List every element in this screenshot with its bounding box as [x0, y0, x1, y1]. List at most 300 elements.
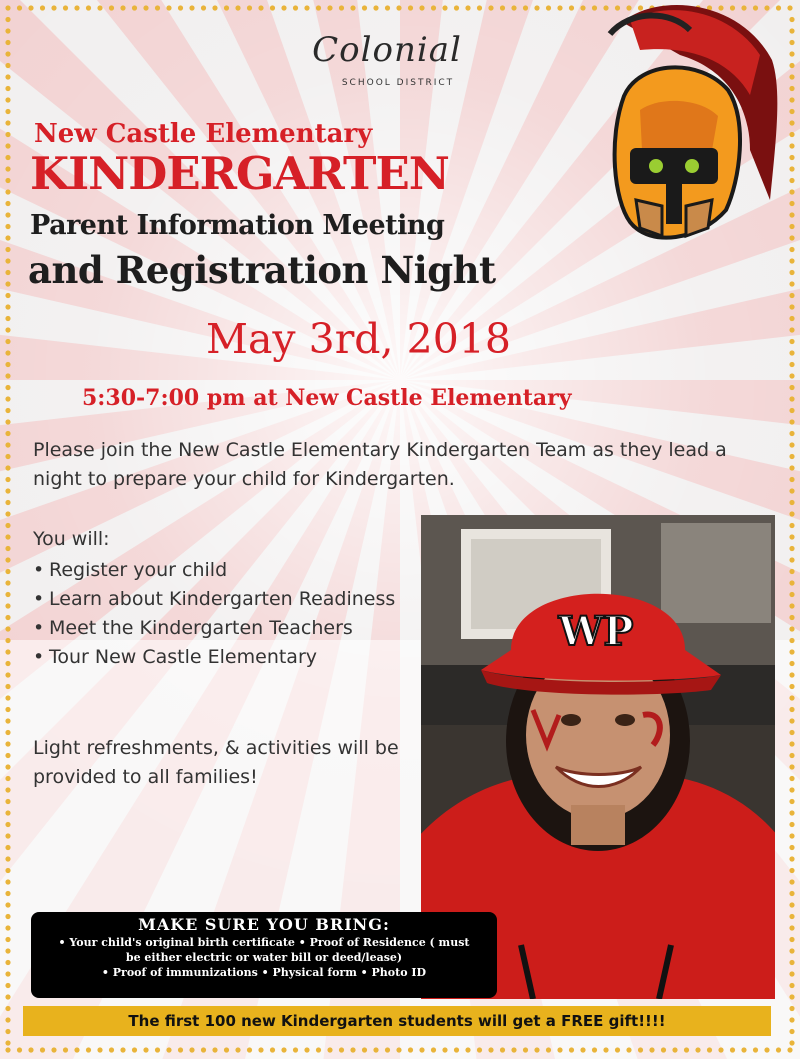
- border-dot: [5, 856, 10, 861]
- border-dot: [789, 396, 794, 401]
- border-dot: [789, 902, 794, 907]
- border-dot: [5, 937, 10, 942]
- border-dot: [789, 385, 794, 390]
- you-will-label: You will:: [33, 528, 110, 550]
- border-dot: [120, 1047, 125, 1052]
- border-dot: [350, 5, 355, 10]
- border-dot: [684, 1047, 689, 1052]
- border-dot: [5, 316, 10, 321]
- border-dot: [442, 1047, 447, 1052]
- border-dot: [5, 17, 10, 22]
- gift-banner: The first 100 new Kindergarten students will get a FREE gift!!!!: [23, 1006, 771, 1036]
- border-dot: [789, 63, 794, 68]
- border-dot: [258, 1047, 263, 1052]
- border-dot: [789, 592, 794, 597]
- border-dot: [789, 155, 794, 160]
- border-dot: [5, 385, 10, 390]
- border-dot: [789, 465, 794, 470]
- border-dot: [488, 1047, 493, 1052]
- border-dot: [5, 362, 10, 367]
- border-dot: [789, 661, 794, 666]
- border-dot: [5, 419, 10, 424]
- border-dot: [350, 1047, 355, 1052]
- border-dot: [789, 477, 794, 482]
- border-dot: [5, 339, 10, 344]
- border-dot: [74, 1047, 79, 1052]
- border-dot: [465, 1047, 470, 1052]
- border-dot: [789, 235, 794, 240]
- program-title: KINDERGARTEN: [30, 147, 449, 200]
- border-dot: [247, 5, 252, 10]
- border-dot: [789, 615, 794, 620]
- border-dot: [741, 1047, 746, 1052]
- district-logo-subtitle: SCHOOL DISTRICT: [341, 78, 455, 88]
- border-dot: [789, 40, 794, 45]
- border-dot: [789, 488, 794, 493]
- border-dot: [339, 1047, 344, 1052]
- border-dot: [5, 845, 10, 850]
- border-dot: [5, 235, 10, 240]
- border-dot: [789, 523, 794, 528]
- border-dot: [789, 695, 794, 700]
- border-dot: [51, 1047, 56, 1052]
- border-dot: [789, 707, 794, 712]
- border-dot: [5, 1006, 10, 1011]
- border-dot: [86, 5, 91, 10]
- border-dot: [523, 1047, 528, 1052]
- border-dot: [789, 166, 794, 171]
- border-dot: [166, 5, 171, 10]
- border-dot: [5, 1047, 10, 1052]
- border-dot: [5, 776, 10, 781]
- border-dot: [5, 511, 10, 516]
- border-dot: [5, 661, 10, 666]
- border-dot: [546, 5, 551, 10]
- border-dot: [419, 5, 424, 10]
- border-dot: [789, 649, 794, 654]
- border-dot: [511, 5, 516, 10]
- border-dot: [189, 1047, 194, 1052]
- border-dot: [212, 1047, 217, 1052]
- border-dot: [109, 5, 114, 10]
- border-dot: [5, 442, 10, 447]
- border-dot: [789, 845, 794, 850]
- border-dot: [534, 1047, 539, 1052]
- border-dot: [5, 672, 10, 677]
- border-dot: [789, 1029, 794, 1034]
- border-dot: [789, 212, 794, 217]
- border-dot: [776, 1047, 781, 1052]
- border-dot: [5, 51, 10, 56]
- border-dot: [5, 120, 10, 125]
- border-dot: [212, 5, 217, 10]
- border-dot: [178, 1047, 183, 1052]
- border-dot: [789, 741, 794, 746]
- border-dot: [454, 1047, 459, 1052]
- border-dot: [580, 1047, 585, 1052]
- border-dot: [789, 178, 794, 183]
- spartan-helmet-icon: [600, 0, 782, 262]
- border-dot: [789, 971, 794, 976]
- border-dot: [5, 166, 10, 171]
- border-dot: [500, 5, 505, 10]
- border-dot: [789, 557, 794, 562]
- border-dot: [5, 5, 10, 10]
- border-dot: [789, 362, 794, 367]
- border-dot: [789, 1040, 794, 1045]
- intro-paragraph: Please join the New Castle Elementary Kindergarten Team as they lead a night to prepare your child for Kindergarten.: [33, 439, 727, 490]
- border-dot: [789, 833, 794, 838]
- border-dot: [789, 764, 794, 769]
- border-dot: [789, 17, 794, 22]
- border-dot: [5, 28, 10, 33]
- border-dot: [5, 626, 10, 631]
- border-dot: [789, 316, 794, 321]
- border-dot: [5, 695, 10, 700]
- border-dot: [235, 1047, 240, 1052]
- border-dot: [764, 1047, 769, 1052]
- border-dot: [5, 408, 10, 413]
- border-dot: [5, 201, 10, 206]
- event-time-place: 5:30-7:00 pm at New Castle Elementary: [82, 385, 572, 411]
- border-dot: [789, 983, 794, 988]
- border-dot: [5, 304, 10, 309]
- border-dot: [143, 1047, 148, 1052]
- border-dot: [5, 822, 10, 827]
- border-dot: [5, 86, 10, 91]
- border-dot: [109, 1047, 114, 1052]
- border-dot: [787, 1047, 792, 1052]
- border-dot: [270, 5, 275, 10]
- border-dot: [789, 914, 794, 919]
- border-dot: [5, 212, 10, 217]
- border-dot: [789, 868, 794, 873]
- border-dot: [465, 5, 470, 10]
- border-dot: [789, 189, 794, 194]
- border-dot: [789, 442, 794, 447]
- list-item: • Register your child: [33, 556, 428, 585]
- border-dot: [5, 580, 10, 585]
- border-dot: [178, 5, 183, 10]
- border-dot: [477, 1047, 482, 1052]
- border-dot: [408, 1047, 413, 1052]
- border-dot: [523, 5, 528, 10]
- border-dot: [5, 1040, 10, 1045]
- border-dot: [293, 5, 298, 10]
- border-dot: [789, 603, 794, 608]
- school-name: New Castle Elementary: [34, 119, 373, 149]
- border-dot: [707, 1047, 712, 1052]
- border-dot: [5, 74, 10, 79]
- border-dot: [789, 327, 794, 332]
- border-dot: [454, 5, 459, 10]
- border-dot: [672, 1047, 677, 1052]
- border-dot: [789, 546, 794, 551]
- border-dot: [5, 178, 10, 183]
- border-dot: [224, 1047, 229, 1052]
- border-dot: [442, 5, 447, 10]
- border-dot: [789, 350, 794, 355]
- border-dot: [5, 753, 10, 758]
- border-dot: [789, 270, 794, 275]
- border-dot: [787, 5, 792, 10]
- border-dot: [201, 5, 206, 10]
- border-dot: [63, 1047, 68, 1052]
- border-dot: [789, 304, 794, 309]
- border-dot: [189, 5, 194, 10]
- border-dot: [5, 914, 10, 919]
- border-dot: [5, 293, 10, 298]
- district-logo-wordmark: Colonial: [312, 30, 462, 70]
- border-dot: [5, 97, 10, 102]
- border-dot: [155, 5, 160, 10]
- border-dot: [789, 120, 794, 125]
- border-dot: [789, 799, 794, 804]
- border-dot: [789, 638, 794, 643]
- border-dot: [789, 201, 794, 206]
- border-dot: [5, 787, 10, 792]
- border-dot: [17, 5, 22, 10]
- border-dot: [155, 1047, 160, 1052]
- border-dot: [789, 1017, 794, 1022]
- border-dot: [789, 109, 794, 114]
- border-dot: [5, 132, 10, 137]
- border-dot: [281, 1047, 286, 1052]
- border-dot: [557, 5, 562, 10]
- border-dot: [5, 281, 10, 286]
- border-dot: [201, 1047, 206, 1052]
- border-dot: [5, 1017, 10, 1022]
- checklist-box: [31, 912, 497, 998]
- list-item: • Tour New Castle Elementary: [33, 643, 428, 672]
- border-dot: [789, 86, 794, 91]
- border-dot: [293, 1047, 298, 1052]
- border-dot: [789, 672, 794, 677]
- event-date: May 3rd, 2018: [206, 315, 511, 363]
- border-dot: [789, 937, 794, 942]
- border-dot: [5, 707, 10, 712]
- border-dot: [789, 293, 794, 298]
- border-dot: [615, 1047, 620, 1052]
- border-dot: [789, 51, 794, 56]
- border-dot: [385, 5, 390, 10]
- border-dot: [477, 5, 482, 10]
- event-title-line2: and Registration Night: [28, 248, 496, 292]
- border-dot: [247, 1047, 252, 1052]
- border-dot: [5, 684, 10, 689]
- border-dot: [120, 5, 125, 10]
- border-dot: [51, 5, 56, 10]
- border-dot: [5, 983, 10, 988]
- border-dot: [789, 28, 794, 33]
- border-dot: [431, 1047, 436, 1052]
- border-dot: [789, 822, 794, 827]
- border-dot: [5, 764, 10, 769]
- border-dot: [258, 5, 263, 10]
- border-dot: [5, 971, 10, 976]
- border-dot: [789, 787, 794, 792]
- border-dot: [603, 1047, 608, 1052]
- border-dot: [789, 224, 794, 229]
- border-dot: [546, 1047, 551, 1052]
- border-dot: [74, 5, 79, 10]
- border-dot: [592, 1047, 597, 1052]
- border-dot: [730, 1047, 735, 1052]
- border-dot: [327, 1047, 332, 1052]
- border-dot: [339, 5, 344, 10]
- border-dot: [304, 5, 309, 10]
- border-dot: [789, 730, 794, 735]
- border-dot: [789, 856, 794, 861]
- border-dot: [718, 1047, 723, 1052]
- border-dot: [362, 5, 367, 10]
- border-dot: [17, 1047, 22, 1052]
- border-dot: [316, 1047, 321, 1052]
- border-dot: [5, 557, 10, 562]
- border-dot: [97, 5, 102, 10]
- border-dot: [419, 1047, 424, 1052]
- checklist-line: • Your child's original birth certificate • Proof of Residence ( must: [58, 936, 470, 949]
- border-dot: [327, 5, 332, 10]
- border-dot: [789, 879, 794, 884]
- border-dot: [28, 1047, 33, 1052]
- cap-logo-text: WP: [558, 608, 634, 655]
- border-dot: [661, 1047, 666, 1052]
- checklist-line: • Proof of immunizations • Physical form • Photo ID: [101, 966, 427, 979]
- border-dot: [5, 63, 10, 68]
- border-dot: [638, 1047, 643, 1052]
- border-dot: [500, 1047, 505, 1052]
- border-dot: [5, 833, 10, 838]
- border-dot: [5, 258, 10, 263]
- border-dot: [789, 500, 794, 505]
- border-dot: [5, 960, 10, 965]
- border-dot: [789, 994, 794, 999]
- border-dot: [5, 109, 10, 114]
- border-dot: [132, 1047, 137, 1052]
- border-dot: [5, 534, 10, 539]
- border-dot: [511, 1047, 516, 1052]
- border-dot: [789, 534, 794, 539]
- border-dot: [592, 5, 597, 10]
- border-dot: [362, 1047, 367, 1052]
- border-dot: [143, 5, 148, 10]
- border-dot: [789, 511, 794, 516]
- refreshments-note: Light refreshments, & activities will be provided to all families!: [33, 737, 399, 788]
- border-dot: [5, 649, 10, 654]
- checklist-items: [31, 934, 497, 980]
- border-dot: [5, 799, 10, 804]
- border-dot: [28, 5, 33, 10]
- border-dot: [40, 1047, 45, 1052]
- border-dot: [5, 546, 10, 551]
- border-dot: [569, 5, 574, 10]
- checklist-line: be either electric or water bill or deed/lease): [125, 951, 403, 964]
- border-dot: [789, 74, 794, 79]
- border-dot: [789, 718, 794, 723]
- border-dot: [5, 925, 10, 930]
- border-dot: [5, 350, 10, 355]
- border-dot: [753, 1047, 758, 1052]
- border-dot: [5, 327, 10, 332]
- border-dot: [166, 1047, 171, 1052]
- border-dot: [789, 569, 794, 574]
- border-dot: [5, 718, 10, 723]
- border-dot: [789, 626, 794, 631]
- border-dot: [789, 948, 794, 953]
- border-dot: [5, 638, 10, 643]
- border-dot: [695, 1047, 700, 1052]
- border-dot: [789, 339, 794, 344]
- border-dot: [5, 247, 10, 252]
- border-dot: [5, 396, 10, 401]
- border-dot: [40, 5, 45, 10]
- border-dot: [5, 868, 10, 873]
- border-dot: [270, 1047, 275, 1052]
- border-dot: [373, 1047, 378, 1052]
- border-dot: [5, 994, 10, 999]
- border-dot: [789, 247, 794, 252]
- border-dot: [789, 684, 794, 689]
- border-dot: [396, 1047, 401, 1052]
- border-dot: [789, 132, 794, 137]
- border-dot: [5, 454, 10, 459]
- border-dot: [5, 902, 10, 907]
- border-dot: [789, 776, 794, 781]
- border-dot: [5, 730, 10, 735]
- list-item: • Learn about Kindergarten Readiness: [33, 585, 428, 614]
- border-dot: [5, 465, 10, 470]
- border-dot: [5, 592, 10, 597]
- border-dot: [789, 891, 794, 896]
- border-dot: [385, 1047, 390, 1052]
- border-dot: [63, 5, 68, 10]
- border-dot: [5, 189, 10, 194]
- border-dot: [5, 40, 10, 45]
- border-dot: [5, 488, 10, 493]
- border-dot: [789, 431, 794, 436]
- border-dot: [5, 569, 10, 574]
- border-dot: [5, 810, 10, 815]
- border-dot: [316, 5, 321, 10]
- border-dot: [431, 5, 436, 10]
- activity-list: [33, 556, 428, 672]
- border-dot: [789, 580, 794, 585]
- border-dot: [789, 281, 794, 286]
- border-dot: [789, 97, 794, 102]
- border-dot: [5, 477, 10, 482]
- border-dot: [5, 891, 10, 896]
- border-dot: [569, 1047, 574, 1052]
- border-dot: [789, 454, 794, 459]
- border-dot: [396, 5, 401, 10]
- event-title-line1: Parent Information Meeting: [30, 210, 445, 241]
- border-dot: [224, 5, 229, 10]
- border-dot: [235, 5, 240, 10]
- border-dot: [649, 1047, 654, 1052]
- list-item: • Meet the Kindergarten Teachers: [33, 614, 428, 643]
- border-dot: [5, 603, 10, 608]
- border-dot: [580, 5, 585, 10]
- border-dot: [5, 373, 10, 378]
- border-dot: [5, 523, 10, 528]
- border-dot: [5, 500, 10, 505]
- border-dot: [488, 5, 493, 10]
- border-dot: [789, 419, 794, 424]
- border-dot: [97, 1047, 102, 1052]
- border-dot: [5, 948, 10, 953]
- border-dot: [132, 5, 137, 10]
